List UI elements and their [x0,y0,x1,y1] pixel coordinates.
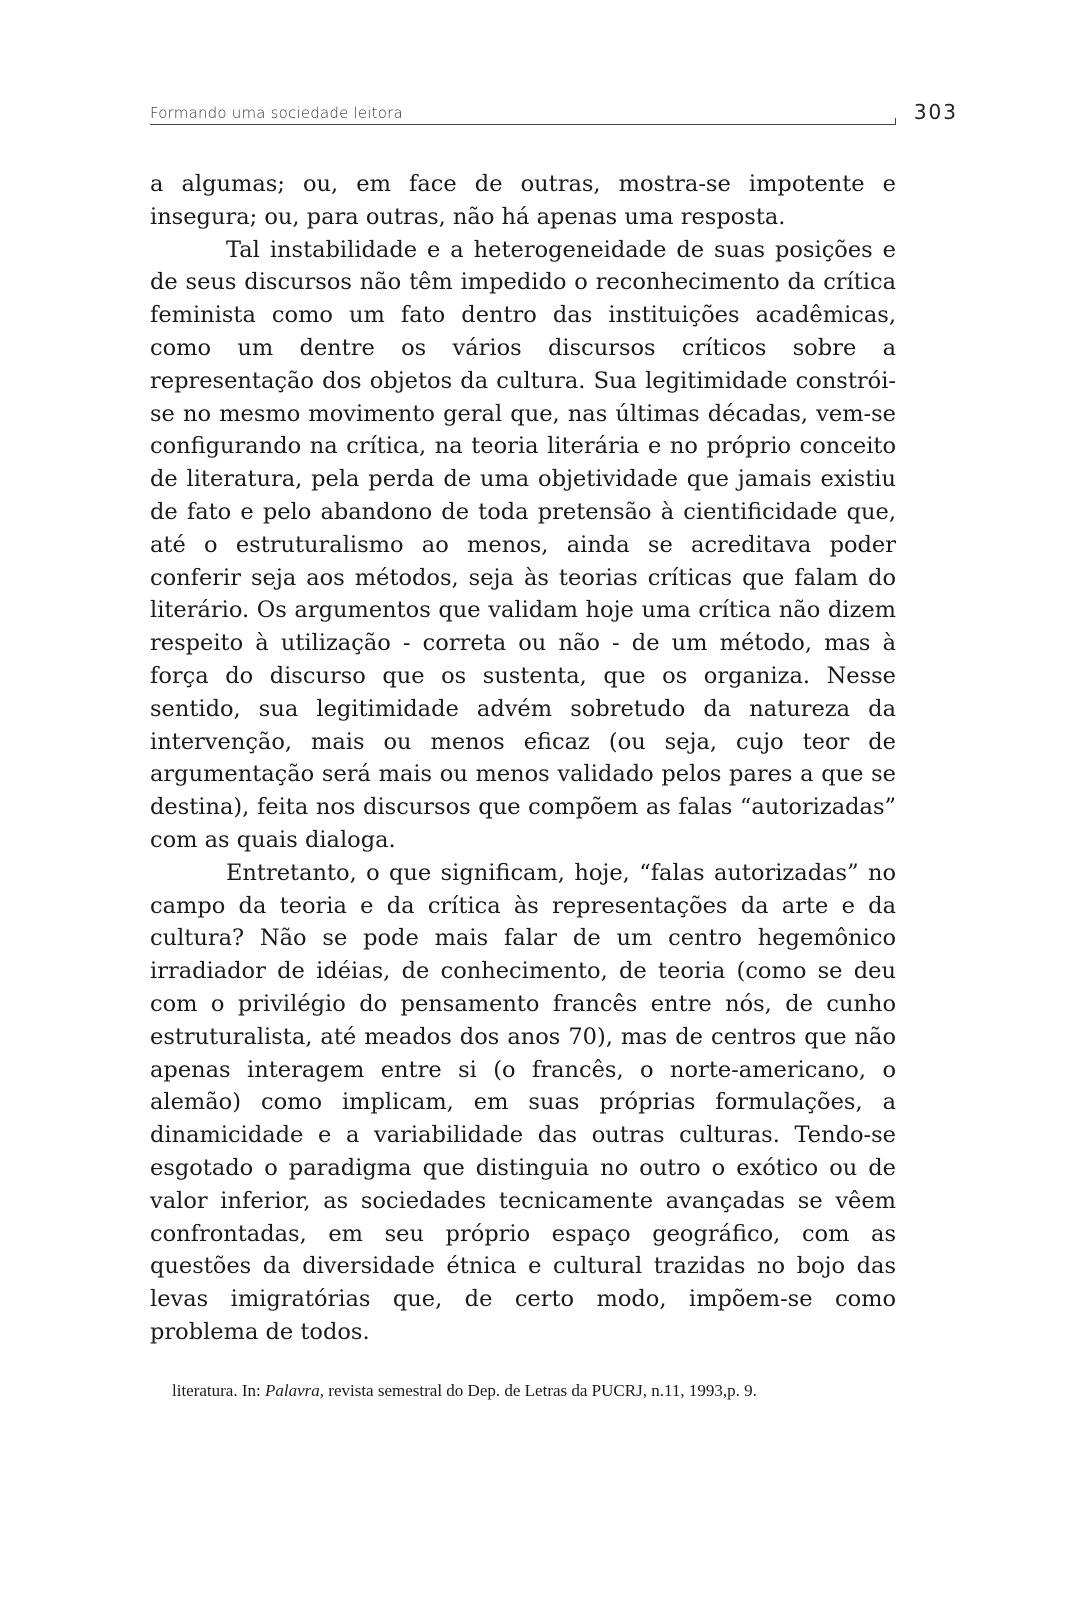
running-header [150,100,958,126]
header-rule-tick [895,118,896,124]
paragraph-continued: a algumas; ou, em face de outras, mostra-se impotente e insegura; ou, para outras, não há apenas uma resposta. [150,171,896,230]
paragraph: Entretanto, o que significam, hoje, “falas autorizadas” no campo da teoria e da crítica às representações da arte e da cultura? Não se pode mais falar de um centro hegemônico irradiador de idéias, de conhecimento, de teoria (como se deu com o privilégio do pensamento francês entre nós, de cunho estruturalista, até meados dos anos 70), mas de centros que não apenas interagem entre si (o francês, o norte-americano, o alemão) como implicam, em suas próprias formulações, a dinamicidade e a variabilidade das outras culturas. Tendo-se esgotado o paradigma que distinguia no outro o exótico ou de valor inferior, as sociedades tecnicamente avançadas se vêem confrontadas, em seu próprio espaço geográfico, com as questões da diversidade étnica e cultural trazidas no bojo das levas imigratórias que, de certo modo, impõem-se como problema de todos. [150,859,896,1345]
footnote-text-after: revista semestral do Dep. de Letras da PUCRJ, n.11, 1993,p. 9. [324,1381,757,1400]
footnote-text-before: literatura. In: [172,1381,265,1400]
footnote [172,1380,892,1402]
running-title: Formando uma sociedade leitora [150,104,403,122]
page-number: 303 [913,100,958,124]
header-rule [150,124,896,125]
paragraph: Tal instabilidade e a heterogeneidade de suas posições e de seus discursos não têm impedido o reconhecimento da crítica feminista como um fato dentro das instituições acadêmicas, como um dentre os vários discursos críticos sobre a representação dos objetos da cultura. Sua legitimidade constrói-se no mesmo movimento geral que, nas últimas décadas, vem-se configurando na crítica, na teoria literária e no próprio conceito de literatura, pela perda de uma objetividade que jamais existiu de fato e pelo abandono de toda pretensão à cientificidade que, até o estruturalismo ao menos, ainda se acreditava poder conferir seja aos métodos, seja às teorias críticas que falam do literário. Os argumentos que validam hoje uma crítica não dizem respeito à utilização - correta ou não - de um método, mas à força do discurso que os sustenta, que os organiza. Nesse sentido, sua legitimidade advém sobretudo da natureza da intervenção, mais ou menos eficaz (ou seja, cujo teor de argumentação será mais ou menos validado pelos pares a que se destina), feita nos discursos que compõem as falas “autorizadas” com as quais dialoga. [150,236,896,853]
footnote-journal-title: Palavra, [265,1381,325,1400]
body-text [150,168,896,1349]
